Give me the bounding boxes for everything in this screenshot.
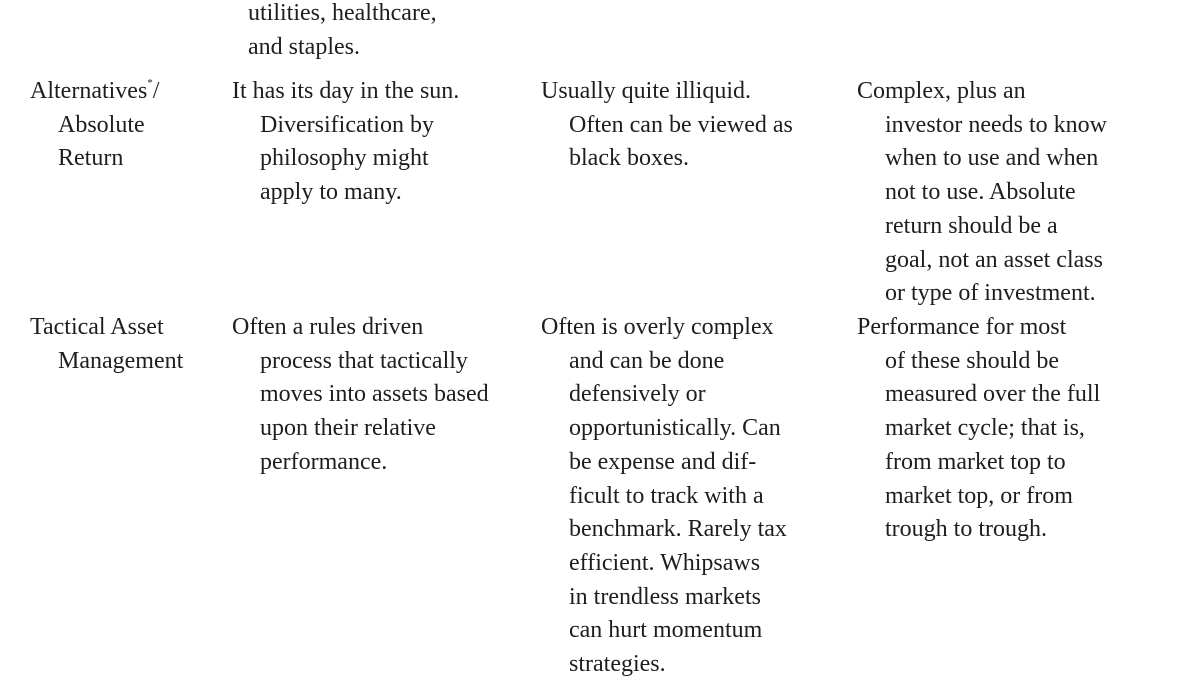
category-slash: / [152,78,160,104]
text-line: efficient. Whipsaws [569,549,761,576]
text-line: not to use. Absolute [885,179,1076,206]
text-line: moves into assets based [260,381,489,408]
text-line: investor needs to know [885,111,1107,138]
text-line: apply to many. [260,179,402,206]
row-alternatives-col4 [857,75,1107,311]
text-line: when to use and when [885,145,1099,172]
text-line: Usually quite illiquid. [541,78,751,104]
text-line: be expense and dif- [569,448,757,475]
row-tactical-col2 [232,311,489,480]
text-line: of these should be [885,347,1059,374]
text-line: goal, not an asset class [885,246,1103,273]
category-label-text: Alternatives [30,78,148,104]
text-line: or type of investment. [885,280,1096,307]
text-line: trough to trough. [885,516,1047,543]
text-line: philosophy might [260,145,429,172]
text-line: Often is overly complex [541,314,774,340]
text-line: benchmark. Rarely tax [569,516,787,543]
text-line: upon their relative [260,415,436,442]
category-label-line: Tactical Asset [30,314,164,340]
row-tactical-col3 [541,311,787,682]
text-line: strategies. [569,651,666,678]
text-line: Performance for most [857,314,1067,340]
row-alternatives-category [30,75,159,176]
text-line: measured over the full [885,381,1101,408]
category-label-line: Absolute [58,111,145,138]
text-line: utilities, healthcare, [248,0,437,26]
text-line: from market top to [885,448,1066,475]
text-line: and staples. [248,33,360,60]
row-tactical-col4 [857,311,1100,547]
category-label-line: Return [58,145,124,172]
text-line: defensively or [569,381,706,408]
text-line: Often a rules driven [232,314,424,340]
text-line: It has its day in the sun. [232,78,460,104]
text-line: black boxes. [569,145,689,172]
text-line: Diversification by [260,111,434,138]
text-line: return should be a [885,212,1058,239]
row-tactical-category [30,311,183,378]
category-label-line: Management [58,347,184,374]
row-alternatives-col3 [541,75,793,176]
text-line: Often can be viewed as [569,111,793,138]
text-line: in trendless markets [569,583,761,610]
category-label-line [30,75,159,109]
text-line: market top, or from [885,482,1073,509]
text-line: can hurt momentum [569,617,763,644]
text-line: performance. [260,448,388,475]
previous-row-fragment [248,0,437,64]
row-alternatives-col2 [232,75,459,210]
footnote-marker: * [147,77,153,89]
text-line: market cycle; that is, [885,415,1085,442]
text-line: Complex, plus an [857,78,1026,104]
text-line: process that tactically [260,347,468,374]
text-line: opportunistically. Can [569,415,781,442]
text-line: ficult to track with a [569,482,764,509]
text-line: and can be done [569,347,725,374]
